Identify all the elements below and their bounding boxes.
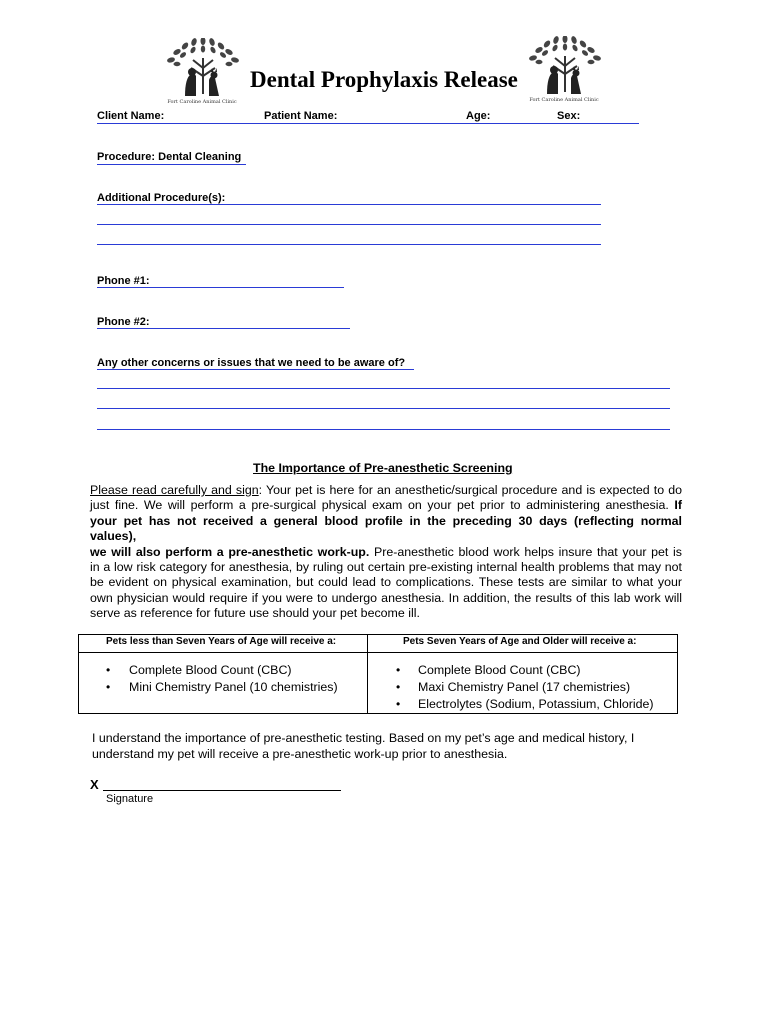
paragraph-line (90, 514, 682, 545)
concerns-line-3[interactable] (97, 429, 670, 430)
table-divider (367, 635, 368, 713)
paragraph-bold-text: If (674, 498, 682, 513)
additional-procedures-label: Additional Procedure(s): (97, 192, 226, 204)
list-item: Maxi Chemistry Panel (17 chemistries) (418, 680, 631, 694)
paragraph-bold-text: we will also perform a pre-anesthetic work-up. (90, 544, 370, 559)
list-item: Electrolytes (Sodium, Potassium, Chloride) (418, 697, 654, 711)
clinic-logo-left (163, 38, 241, 108)
phone2-field-line[interactable] (97, 328, 350, 329)
signature-line[interactable] (103, 790, 341, 791)
paragraph-bold-text: your pet has not received a general blood profile in the preceding 30 days (reflecting normal values), (90, 513, 682, 544)
clinic-logo-right (525, 36, 603, 106)
paragraph-line (90, 575, 682, 590)
page-title: Dental Prophylaxis Release (250, 67, 518, 92)
paragraph-line (90, 591, 682, 606)
additional-procedures-line-2[interactable] (97, 224, 601, 225)
paragraph-text: serve as reference for future use should your pet become ill. (90, 606, 420, 621)
client-info-field-line[interactable] (97, 123, 639, 124)
concerns-line-1[interactable] (97, 388, 670, 389)
screening-paragraph (90, 483, 682, 622)
logo-caption: Fort Caroline Animal Clinic (167, 99, 237, 105)
read-and-sign-text: Please read carefully and sign (90, 483, 259, 497)
paragraph-text: own physician would require if you were to undergo anesthesia. In addition, the results of this lab work will (90, 590, 682, 605)
procedure-underline (97, 164, 246, 165)
client-name-label: Client Name: (97, 110, 165, 122)
table-header-rule (79, 652, 677, 653)
phone2-label: Phone #2: (97, 316, 150, 328)
concerns-line-2[interactable] (97, 408, 670, 409)
bullet-icon: • (396, 697, 401, 711)
age-label: Age: (466, 110, 491, 122)
paragraph-text: in a low risk category for anesthesia, by ruling out certain pre-existing internal health problems that may not (90, 560, 682, 575)
consent-statement (92, 730, 634, 762)
list-item: Mini Chemistry Panel (10 chemistries) (129, 680, 338, 694)
signature-mark: X (90, 777, 99, 792)
list-item: Complete Blood Count (CBC) (418, 663, 581, 677)
concerns-underline (97, 369, 414, 370)
paragraph-text: : Your pet is here for an anesthetic/surgical procedure and is expected to do (258, 483, 682, 497)
signature-label: Signature (106, 793, 154, 805)
table-header-seven-and-older: Pets Seven Years of Age and Older will receive a: (403, 636, 637, 647)
consent-line: understand my pet will receive a pre-anesthetic work-up prior to anesthesia. (92, 747, 508, 761)
tree-with-dog-and-cat-logo-icon (525, 36, 603, 98)
paragraph-text: just fine. We will perform a pre-surgical physical exam on your pet prior to administering anesthesia. (90, 498, 675, 513)
tree-with-dog-and-cat-logo-icon (163, 38, 241, 100)
procedure-label: Procedure: Dental Cleaning (97, 151, 242, 163)
concerns-label: Any other concerns or issues that we need to be aware of? (97, 357, 406, 369)
consent-line: I understand the importance of pre-anesthetic testing. Based on my pet’s age and medical history, I (92, 731, 635, 745)
paragraph-text: be evident on physical examination, but could lead to complications. These tests are similar to what your (90, 575, 682, 590)
bullet-icon: • (396, 680, 401, 694)
phone1-label: Phone #1: (97, 275, 150, 287)
paragraph-text: Pre-anesthetic blood work helps insure that your pet is (369, 544, 682, 559)
patient-name-label: Patient Name: (264, 110, 338, 122)
logo-caption: Fort Caroline Animal Clinic (529, 97, 599, 103)
list-item: Complete Blood Count (CBC) (129, 663, 292, 677)
bullet-icon: • (106, 663, 111, 677)
paragraph-line (90, 498, 682, 513)
additional-procedures-line-1[interactable] (97, 204, 601, 205)
paragraph-line (90, 545, 682, 560)
bullet-icon: • (396, 663, 401, 677)
bullet-icon: • (106, 680, 111, 694)
table-header-under-seven: Pets less than Seven Years of Age will receive a: (106, 636, 337, 647)
paragraph-line (90, 606, 682, 621)
additional-procedures-line-3[interactable] (97, 244, 601, 245)
paragraph-line (90, 560, 682, 575)
paragraph-line (90, 483, 682, 498)
section-heading: The Importance of Pre-anesthetic Screening (253, 461, 513, 475)
phone1-field-line[interactable] (97, 287, 344, 288)
sex-label: Sex: (557, 110, 581, 122)
